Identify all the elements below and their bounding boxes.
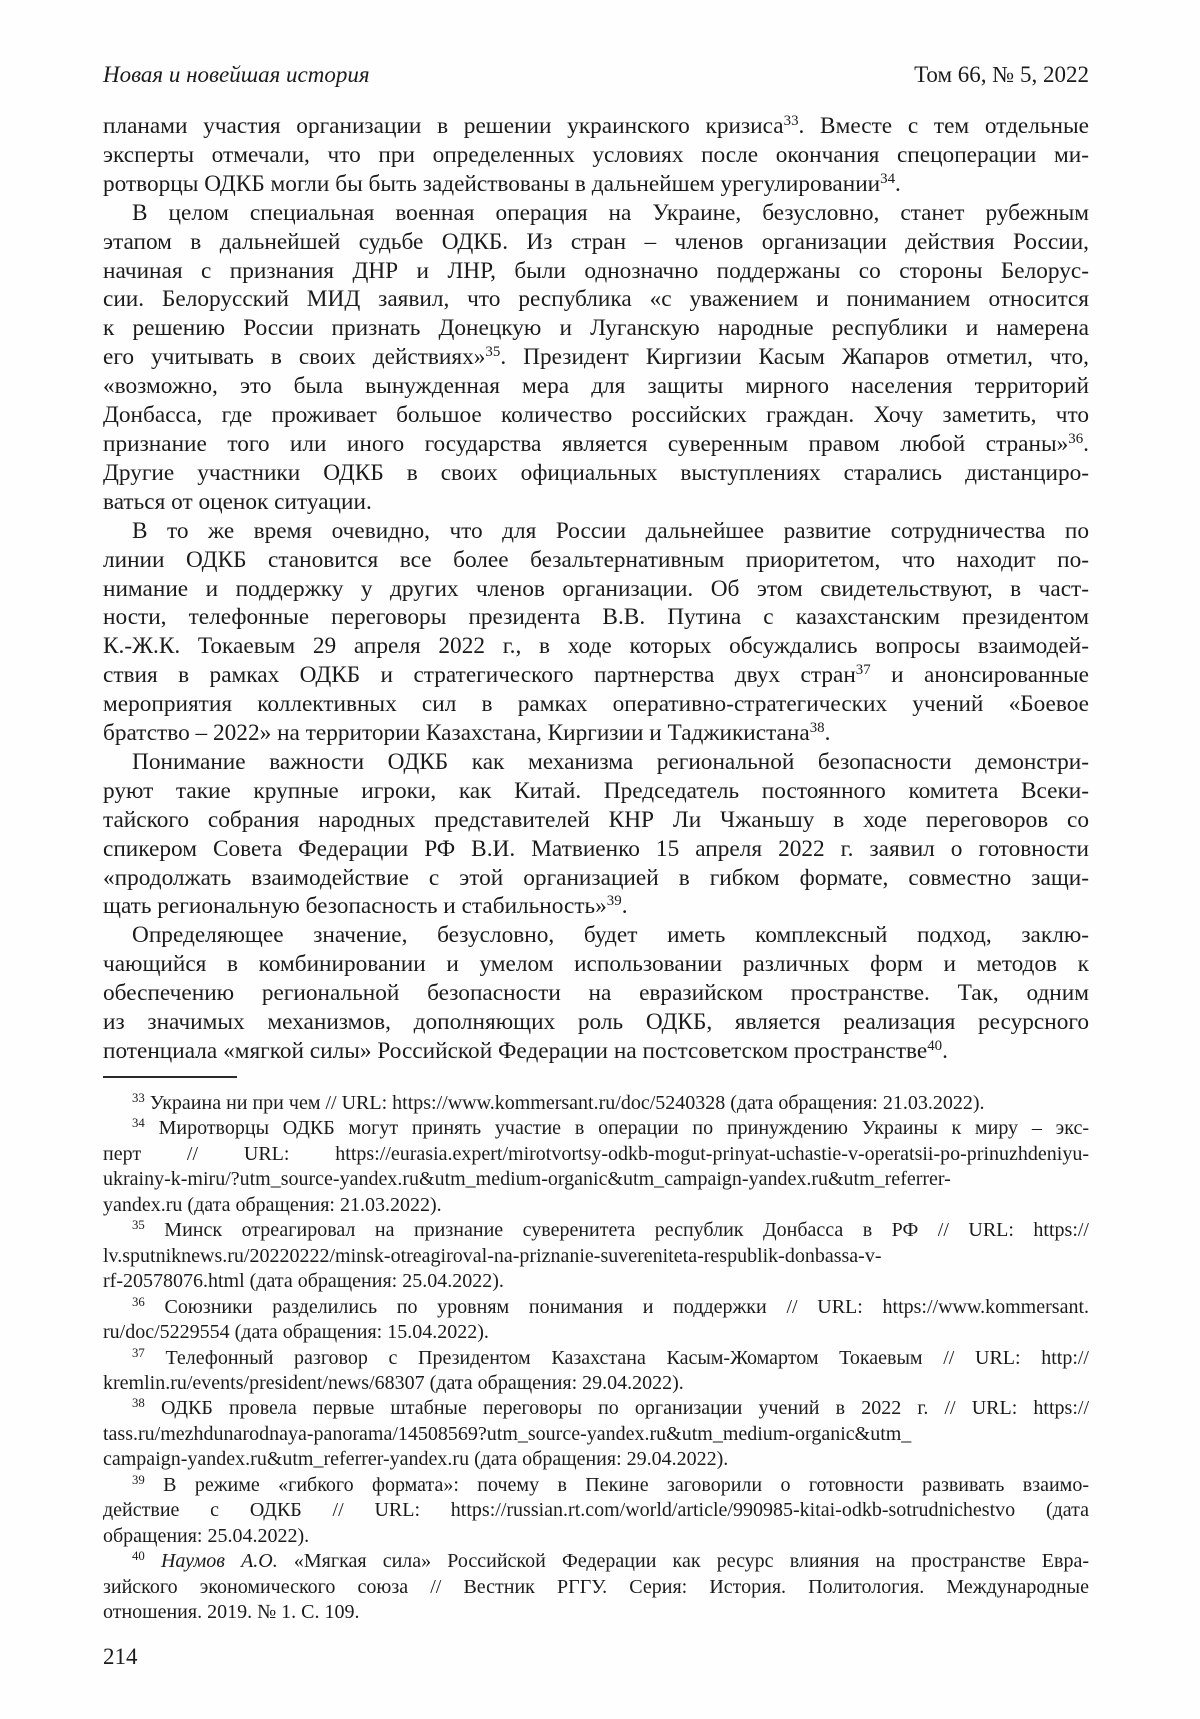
issue-info: Том 66, № 5, 2022 bbox=[914, 62, 1089, 87]
footnote-reference: 34 bbox=[880, 170, 896, 187]
text-line: К.-Ж.К. Токаевым 29 апреля 2022 г., в ходе которых обсуждались вопросы взаимодей- bbox=[103, 633, 1089, 660]
footnote-item bbox=[103, 1549, 1089, 1625]
text-line: линии ОДКБ становится все более безальтернативным приоритетом, что находит по- bbox=[103, 546, 1089, 573]
text-line: «возможно, это была вынужденная мера для защиты мирного населения территорий bbox=[103, 373, 1089, 400]
text-line: ваться от оценок ситуации. bbox=[103, 488, 372, 515]
italic-text: Наумов А.О. bbox=[160, 1550, 278, 1573]
paragraph bbox=[103, 517, 1089, 748]
text-line: В целом специальная военная операция на Украине, безусловно, станет рубежным bbox=[132, 199, 1089, 226]
text-line: щать региональную безопасность и стабильность»$^{39}$. bbox=[103, 893, 628, 920]
text-line: ности, телефонные переговоры президента В.В. Путина с казахстанским президентом bbox=[103, 604, 1089, 631]
text-line: начиная с признания ДНР и ЛНР, были однозначно поддержаны со стороны Белорус- bbox=[103, 257, 1089, 284]
text-line: братство – 2022» на территории Казахстана, Киргизии и Таджикистана$^{38}$. bbox=[103, 719, 831, 747]
text-line: его учитывать в своих действиях»$^{35}$. Президент Киргизии Касым Жапаров отметил, что, bbox=[103, 344, 1089, 371]
text-line: обеспечению региональной безопасности на евразийском пространстве. Так, одним bbox=[103, 980, 1089, 1007]
footnote-reference: 36 bbox=[1068, 430, 1084, 447]
text-line: ствия в рамках ОДКБ и стратегического партнерства двух стран$^{37}$ и анонсированные bbox=[103, 662, 1090, 689]
text-line: ru/doc/5229554 (дата обращения: 15.04.2022). bbox=[103, 1321, 489, 1344]
footnote-reference: 40 bbox=[927, 1037, 943, 1054]
footnote-item bbox=[103, 1295, 1089, 1346]
text-line: ротворцы ОДКБ могли бы быть задействованы в дальнейшем урегулировании$^{34}$. bbox=[103, 170, 901, 197]
text-line: $^{39}$ В режиме «гибкого формата»: почему в Пекине заговорили о готовности развивать взаимо- bbox=[132, 1472, 1089, 1496]
text-line: «продолжать взаимодействие с этой организацией в гибком формате, совместно защи- bbox=[103, 864, 1089, 891]
text-line: из значимых механизмов, дополняющих роль ОДКБ, является реализация ресурсного bbox=[103, 1009, 1089, 1036]
text-line: ukrainy-k-miru/?utm_source-yandex.ru&utm_medium-organic&utm_campaign-yandex.ru&utm_referrer- bbox=[103, 1168, 951, 1191]
footnote-item bbox=[103, 1396, 1089, 1472]
paragraph bbox=[103, 199, 1089, 517]
text-line: Другие участники ОДКБ в своих официальных выступлениях старались дистанциро- bbox=[103, 459, 1089, 486]
text-line: спикером Совета Федерации РФ В.И. Матвиенко 15 апреля 2022 г. заявил о готовности bbox=[103, 835, 1089, 862]
journal-title: Новая и новейшая история bbox=[103, 62, 370, 87]
text-line: Донбасса, где проживает большое количество российских граждан. Хочу заметить, что bbox=[103, 402, 1089, 429]
text-line: перт // URL: https://eurasia.expert/mirotvortsy-odkb-mogut-prinyat-uchastie-v-operatsii-po-prinuzhdeniyu- bbox=[103, 1142, 1089, 1165]
article-body bbox=[103, 112, 1089, 1066]
text-line: эксперты отмечали, что при определенных условиях после окончания спецоперации ми- bbox=[103, 141, 1089, 168]
footnote-reference: 39 bbox=[132, 1472, 145, 1487]
text-line: $^{37}$ Телефонный разговор с Президентом Казахстана Касым-Жомартом Токаевым // URL: http:// bbox=[132, 1345, 1089, 1369]
text-line: действие с ОДКБ // URL: https://russian.rt.com/world/article/990985-kitai-odkb-sotrudnichestvo (дата bbox=[103, 1499, 1089, 1522]
footnote-reference: 37 bbox=[132, 1345, 145, 1360]
text-line: руют такие крупные игроки, как Китай. Председатель постоянного комитета Всеки- bbox=[103, 777, 1089, 804]
page-number: 214 bbox=[103, 1644, 138, 1669]
text-line: Понимание важности ОДКБ как механизма региональной безопасности демонстри- bbox=[132, 748, 1089, 775]
footnotes-list bbox=[103, 1091, 1089, 1626]
running-head bbox=[103, 61, 1089, 88]
text-line: обращения: 25.04.2022). bbox=[103, 1524, 310, 1547]
text-line: $^{35}$ Минск отреагировал на признание суверенитета республик Донбасса в РФ // URL: https:// bbox=[132, 1218, 1089, 1242]
text-line: $^{33}$ Украина ни при чем // URL: https://www.kommersant.ru/doc/5240328 (дата обращения: 21.03.2022). bbox=[132, 1090, 985, 1114]
text-line: признание того или иного государства является суверенным правом любой страны»$^{36}$. bbox=[103, 430, 1089, 457]
footnote-item bbox=[103, 1091, 1089, 1116]
footnote-reference: 38 bbox=[132, 1396, 145, 1411]
text-line: нимание и поддержку у других членов организации. Об этом свидетельствуют, в част- bbox=[103, 575, 1089, 602]
text-line: В то же время очевидно, что для России дальнейшее развитие сотрудничества по bbox=[132, 517, 1089, 544]
text-line: campaign-yandex.ru&utm_referrer-yandex.ru (дата обращения: 29.04.2022). bbox=[103, 1448, 729, 1471]
footnote-reference: 36 bbox=[132, 1294, 145, 1309]
text-line: lv.sputniknews.ru/20220222/minsk-otreagiroval-na-priznanie-suvereniteta-respublik-donbassa-v- bbox=[103, 1244, 882, 1267]
footnote-reference: 35 bbox=[132, 1218, 145, 1233]
paragraph bbox=[103, 921, 1089, 1066]
footnote-reference: 38 bbox=[809, 719, 825, 736]
text-line: этапом в дальнейшей судьбе ОДКБ. Из стран – членов организации действия России, bbox=[103, 228, 1089, 255]
text-line: тайского собрания народных представителей КНР Ли Чжаньшу в ходе переговоров со bbox=[103, 806, 1089, 833]
text-line: мероприятия коллективных сил в рамках оперативно-стратегических учений «Боевое bbox=[103, 691, 1089, 718]
footnote-reference: 34 bbox=[132, 1116, 145, 1131]
text-line: потенциала «мягкой силы» Российской Федерации на постсоветском пространстве$^{40}$. bbox=[103, 1037, 948, 1064]
text-line: чающийся в комбинировании и умелом использовании различных форм и методов к bbox=[103, 951, 1089, 978]
footnote-reference: 40 bbox=[132, 1549, 145, 1564]
text-line: $^{38}$ ОДКБ провела первые штабные переговоры по организации учений в 2022 г. // URL: https:// bbox=[132, 1396, 1089, 1420]
footnote-item bbox=[103, 1346, 1089, 1397]
text-line: $^{40}$ Наумов А.О. «Мягкая сила» Российской Федерации как ресурс влияния на пространстве Евра- bbox=[132, 1549, 1090, 1573]
text-line: kremlin.ru/events/president/news/68307 (дата обращения: 29.04.2022). bbox=[103, 1371, 684, 1394]
footnote-item bbox=[103, 1116, 1089, 1218]
text-line: к решению России признать Донецкую и Луганскую народные республики и намерена bbox=[103, 315, 1089, 342]
text-line: зийского экономического союза // Вестник РГГУ. Серия: История. Политология. Международные bbox=[103, 1575, 1089, 1598]
paragraph bbox=[103, 748, 1089, 921]
text-line: отношения. 2019. № 1. С. 109. bbox=[103, 1601, 360, 1624]
footnote-separator bbox=[103, 1076, 237, 1078]
text-line: $^{36}$ Союзники разделились по уровням понимания и поддержки // URL: https://www.kommersant. bbox=[132, 1294, 1089, 1318]
paragraph bbox=[103, 112, 1089, 199]
footnote-item bbox=[103, 1218, 1089, 1294]
footnote-reference: 33 bbox=[783, 112, 799, 129]
footnote-reference: 33 bbox=[132, 1090, 145, 1105]
text-line: Определяющее значение, безусловно, будет иметь комплексный подход, заклю- bbox=[132, 922, 1089, 949]
footnote-reference: 39 bbox=[606, 893, 622, 910]
text-line: сии. Белорусский МИД заявил, что республика «с уважением и пониманием относится bbox=[103, 286, 1089, 313]
text-line: yandex.ru (дата обращения: 21.03.2022). bbox=[103, 1193, 442, 1216]
text-line: $^{34}$ Миротворцы ОДКБ могут принять участие в операции по принуждению Украины к миру – экс- bbox=[132, 1116, 1089, 1140]
footnote-reference: 35 bbox=[485, 344, 501, 361]
text-line: планами участия организации в решении украинского кризиса$^{33}$. Вместе с тем отдельные bbox=[103, 112, 1089, 139]
text-line: rf-20578076.html (дата обращения: 25.04.2022). bbox=[103, 1270, 504, 1293]
text-line: tass.ru/mezhdunarodnaya-panorama/14508569?utm_source-yandex.ru&utm_medium-organic&utm_ bbox=[103, 1422, 912, 1445]
footnote-reference: 37 bbox=[855, 662, 871, 679]
footnote-item bbox=[103, 1473, 1089, 1549]
